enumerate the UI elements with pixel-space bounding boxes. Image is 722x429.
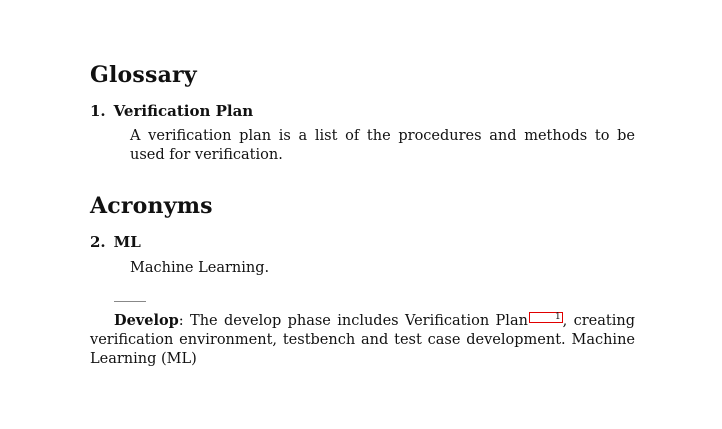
glossary-entry-number: 1. xyxy=(90,102,106,120)
footnote-colon: : xyxy=(178,313,184,329)
acronyms-heading: Acronyms xyxy=(90,193,213,219)
acronym-entry-term: ML xyxy=(113,233,141,251)
footnote-term: Develop xyxy=(114,312,179,329)
acronym-entry-description: Machine Learning. xyxy=(130,260,270,276)
acronym-entry-number: 2. xyxy=(90,233,106,251)
acronym-entry-heading xyxy=(90,233,141,251)
footnote-text-after: , creating verification environment, testbench and test case development. Machine Learning (ML) xyxy=(90,313,635,367)
footnote-reference-link[interactable]: 1 xyxy=(529,312,563,323)
footnote-text-before: The develop phase includes Verification Plan xyxy=(183,313,528,329)
footnote-divider xyxy=(114,301,146,302)
glossary-entry-heading xyxy=(90,102,253,120)
glossary-entry-description: A verification plan is a list of the procedures and methods to be used for verification. xyxy=(130,128,635,163)
glossary-heading: Glossary xyxy=(90,62,197,88)
footnote-paragraph xyxy=(90,311,635,369)
glossary-entry-term: Verification Plan xyxy=(113,102,254,120)
